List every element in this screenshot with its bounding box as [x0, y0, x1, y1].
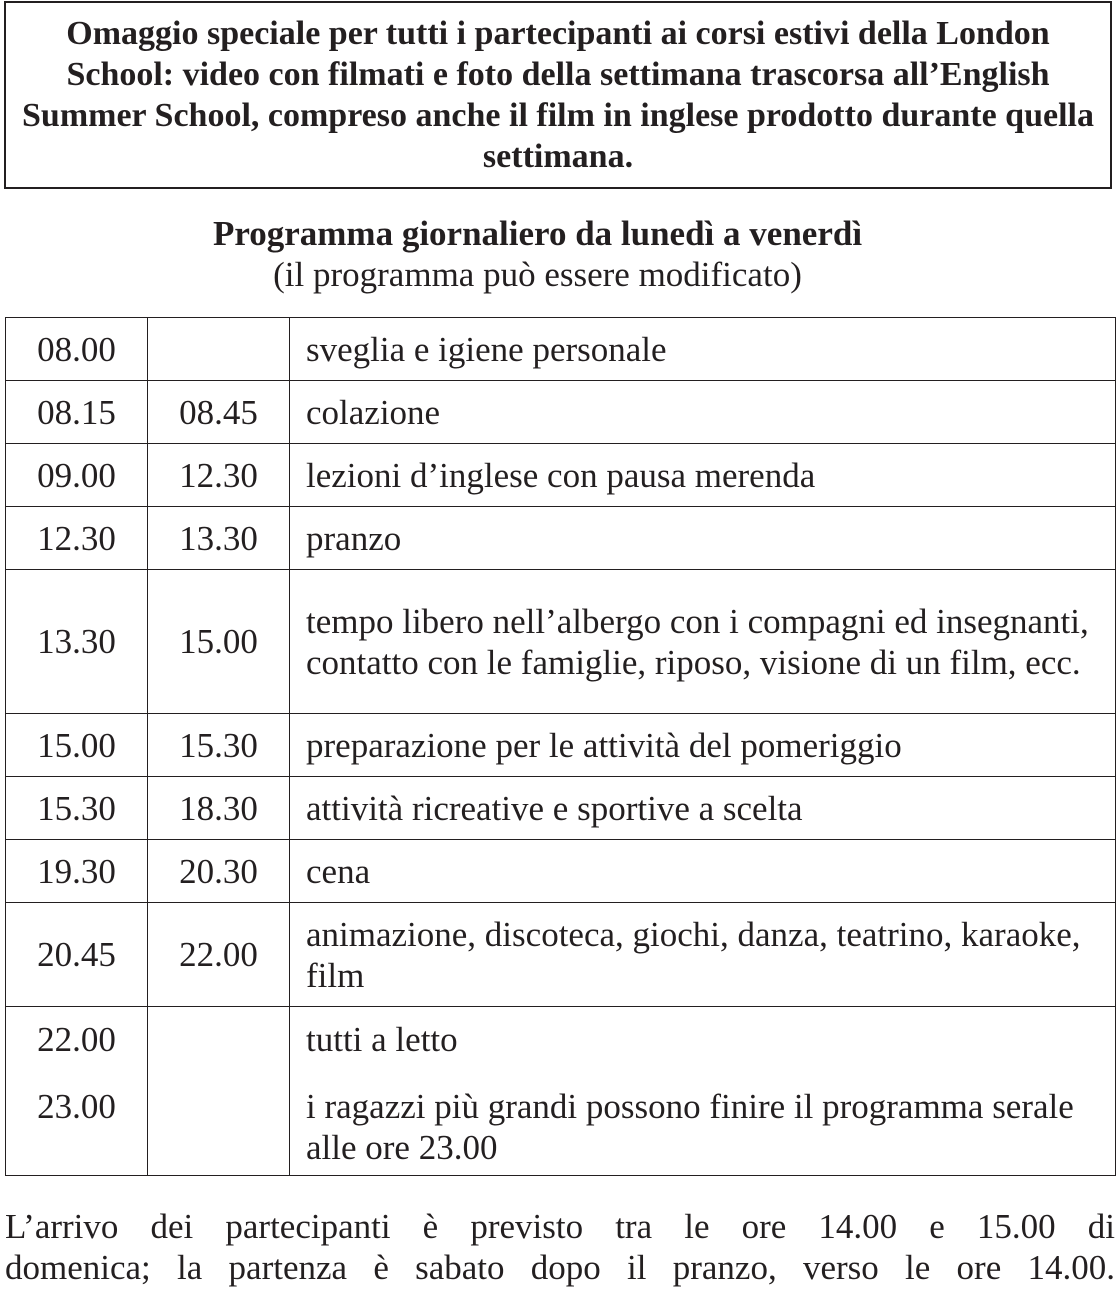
start-time: 12.30 [6, 507, 148, 570]
start-time: 08.00 [6, 318, 148, 381]
start-time: 20.45 [6, 903, 148, 1007]
table-row [6, 507, 1116, 570]
activity: attività ricreative e sportive a scelta [290, 777, 1116, 840]
program-subtitle: (il programma può essere modificato) [273, 255, 802, 294]
activity: preparazione per le attività del pomeriggio [290, 714, 1116, 777]
end-time: 12.30 [148, 444, 290, 507]
end-time: 20.30 [148, 840, 290, 903]
end-time: 18.30 [148, 777, 290, 840]
start-time: 19.30 [6, 840, 148, 903]
table-row [6, 840, 1116, 903]
gift-notice-text: Omaggio speciale per tutti i partecipanti ai corsi estivi della London School: video con filmati e foto della settimana trascorsa all’English Summer School, compreso anche il film in inglese prodotto durante quella settimana. [22, 15, 1094, 175]
activity: animazione, discoteca, giochi, danza, teatrino, karaoke, film [290, 903, 1116, 1007]
table-row [6, 777, 1116, 840]
bedtime-activity: tutti a letto [306, 1020, 458, 1059]
end-time: 15.00 [148, 570, 290, 714]
footer-line-1: L’arrivo dei partecipanti è previsto tra le ore 14.00 e 15.00 di [5, 1207, 1115, 1246]
late-bedtime-activity: i ragazzi più grandi possono finire il programma serale alle ore 23.00 [306, 1087, 1074, 1167]
program-title: Programma giornaliero da lunedì a venerdì [212, 214, 863, 253]
footer-line-2: domenica; la partenza è sabato dopo il pranzo, verso le ore 14.00. [5, 1248, 1115, 1287]
table-row [6, 381, 1116, 444]
table-row [6, 903, 1116, 1007]
end-time: 13.30 [148, 507, 290, 570]
table-row [6, 714, 1116, 777]
start-time: 13.30 [6, 570, 148, 714]
evening-times [6, 1007, 148, 1176]
end-time: 22.00 [148, 903, 290, 1007]
activity: tempo libero nell’albergo con i compagni ed insegnanti, contatto con le famiglie, riposo, visione di un film, ecc. [290, 570, 1116, 714]
table-row [6, 318, 1116, 381]
late-bedtime: 23.00 [37, 1087, 116, 1126]
bedtime: 22.00 [37, 1020, 116, 1059]
table-row [6, 570, 1116, 714]
table-row [6, 444, 1116, 507]
arrival-departure-note [5, 1206, 1115, 1288]
end-time: 08.45 [148, 381, 290, 444]
start-time: 09.00 [6, 444, 148, 507]
start-time: 15.30 [6, 777, 148, 840]
activity: sveglia e igiene personale [290, 318, 1116, 381]
end-time-empty [148, 1007, 290, 1176]
activity: lezioni d’inglese con pausa merenda [290, 444, 1116, 507]
activity: cena [290, 840, 1116, 903]
end-time: 15.30 [148, 714, 290, 777]
activity: pranzo [290, 507, 1116, 570]
schedule-table [5, 317, 1116, 1176]
activity: colazione [290, 381, 1116, 444]
gift-notice-box [4, 1, 1112, 189]
table-row-evening [6, 1007, 1116, 1176]
start-time: 08.15 [6, 381, 148, 444]
start-time: 15.00 [6, 714, 148, 777]
evening-activities [290, 1007, 1116, 1176]
end-time [148, 318, 290, 381]
